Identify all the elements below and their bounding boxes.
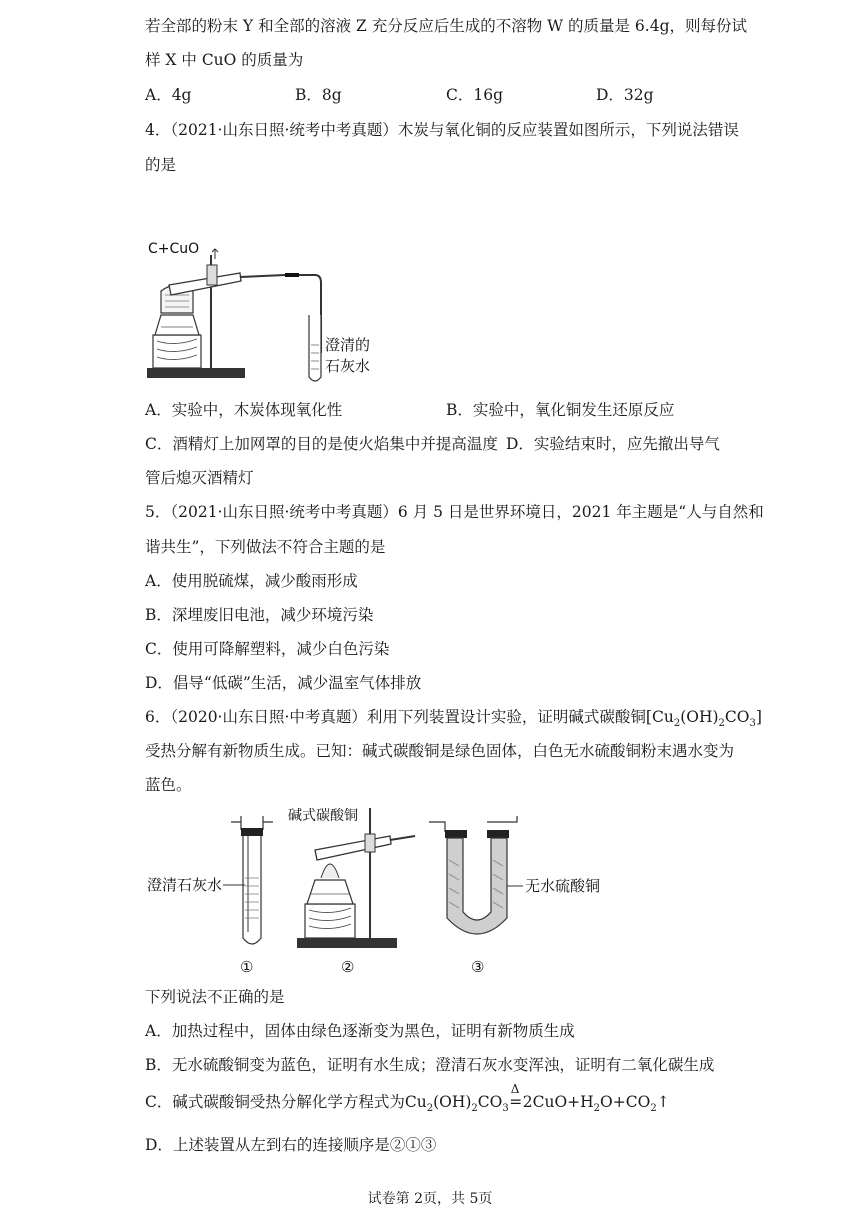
q6-fig-num-3: ③	[471, 958, 485, 976]
q5-stem-line1: 5．（2021·山东日照·统考中考真题）6 月 5 日是世界环境日，2021 年主题是“人与自然和	[145, 503, 764, 521]
q3-stem-line2: 样 X 中 CuO 的质量为	[145, 51, 304, 69]
q5-option-d: D．倡导“低碳”生活，减少温室气体排放	[145, 674, 422, 692]
q6-fig-num-2: ②	[341, 958, 355, 976]
q6-option-c: C．碱式碳酸铜受热分解化学方程式为$Cu_2(OH)_2CO_3$ Δ $=2CuO+H_2O+CO_2↑$	[145, 1082, 670, 1115]
q4-option-d-line2: 管后熄灭酒精灯	[145, 469, 254, 487]
q6-u-tube	[447, 838, 507, 934]
q6-equation: $Cu_2(OH)_2CO_3$ Δ $=2CuO+H_2O+CO_2↑$	[404, 1082, 670, 1115]
q6-stem-line3: 蓝色。	[145, 776, 192, 794]
q6-stem-line2: 受热分解有新物质生成。已知：碱式碳酸铜是绿色固体，白色无水硫酸铜粉末遇水变为	[145, 742, 735, 760]
q4-stand-base	[147, 368, 245, 378]
q6-fig-num-1: ①	[240, 958, 254, 976]
q4-receiving-tube	[309, 315, 321, 381]
q6-heated-tube	[315, 836, 391, 860]
q4-fig-label-limewater-2: 石灰水	[325, 357, 371, 375]
q6-fig-label-anhydrous-cuso4: 无水硫酸铜	[525, 877, 601, 895]
q6-limewater-tube	[243, 836, 261, 944]
q6-stopper-1	[241, 828, 263, 836]
q5-option-c: C．使用可降解塑料，减少白色污染	[145, 640, 390, 658]
q3-option-c: C．16g	[446, 86, 504, 104]
page-footer: 试卷第 2页，共 5页	[367, 1191, 493, 1207]
q6-option-d: D．上述装置从左到右的连接顺序是②①③	[145, 1136, 437, 1154]
q4-option-c: C．酒精灯上加网罩的目的是使火焰集中并提高温度	[145, 435, 498, 453]
q4-alcohol-lamp	[155, 315, 199, 335]
q4-test-tube	[169, 273, 241, 295]
q3-option-d: D．32g	[596, 86, 654, 104]
q4-option-a: A．实验中，木炭体现氧化性	[145, 401, 343, 419]
q4-fig-label-c-cuo: C+CuO	[148, 241, 200, 257]
q6-option-a: A．加热过程中，固体由绿色逐渐变为黑色，证明有新物质生成	[145, 1022, 575, 1040]
q3-option-a: A．4g	[145, 86, 192, 104]
q4-stem-line1: 4．（2021·山东日照·统考中考真题）木炭与氧化铜的反应装置如图所示，下列说法错误	[145, 121, 739, 139]
q6-alcohol-lamp	[307, 880, 353, 904]
q5-stem-line2: 谐共生”，下列做法不符合主题的是	[145, 538, 386, 556]
q6-stem-line1: 6．（2020·山东日照·中考真题）利用下列装置设计实验，证明碱式碳酸铜$[Cu_2(OH)_2CO_3]$	[145, 708, 762, 730]
q6-option-b: B．无水硫酸铜变为蓝色，证明有水生成；澄清石灰水变浑浊，证明有二氧化碳生成	[145, 1056, 715, 1074]
q6-fig-label-limewater: 澄清石灰水	[147, 876, 223, 894]
q3-option-b: B．8g	[295, 86, 342, 104]
q5-option-a: A．使用脱硫煤，减少酸雨形成	[145, 572, 358, 590]
q6-apparatus-figure	[145, 800, 645, 980]
q4-apparatus-figure	[145, 235, 385, 385]
q4-fig-label-limewater-1: 澄清的	[325, 336, 371, 354]
q4-stem-line2: 的是	[145, 156, 177, 174]
q6-stem-question: 下列说法不正确的是	[145, 988, 285, 1006]
q3-stem-line1: 若全部的粉末 Y 和全部的溶液 Z 充分反应后生成的不溶物 W 的质量是 6.4g，则每份试	[145, 17, 747, 35]
q4-option-d-line1: D．实验结束时，应先撤出导气	[506, 435, 720, 453]
q5-option-b: B．深埋废旧电池，减少环境污染	[145, 606, 374, 624]
q6-fig-label-basic-carbonate: 碱式碳酸铜	[288, 808, 358, 824]
q4-option-b: B．实验中，氧化铜发生还原反应	[446, 401, 675, 419]
